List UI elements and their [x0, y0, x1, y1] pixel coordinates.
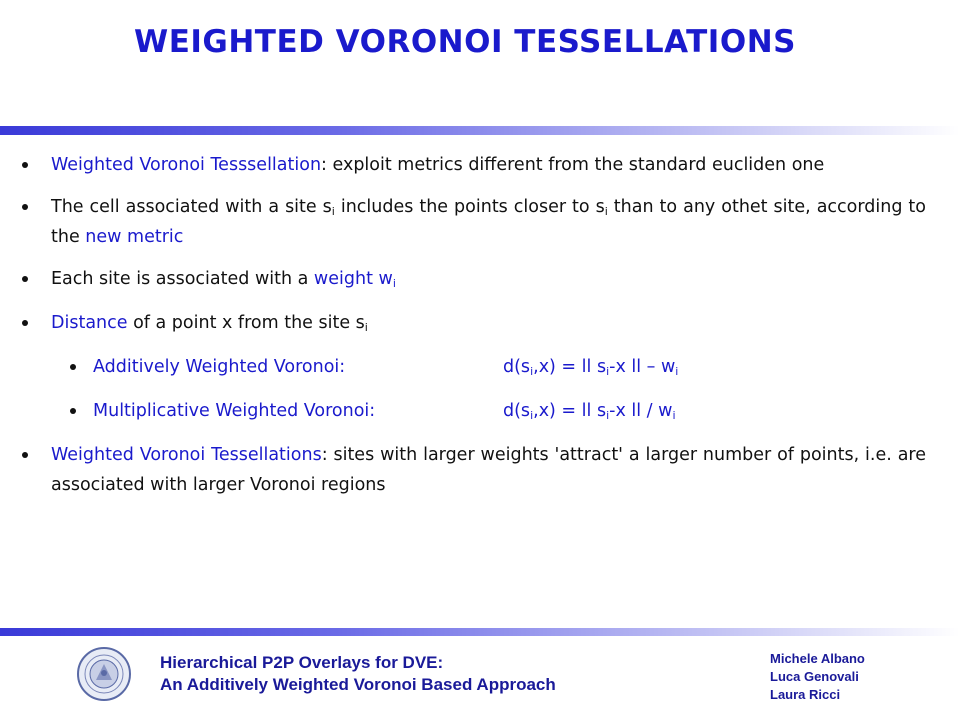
footer-title-line-1: Hierarchical P2P Overlays for DVE: [160, 653, 444, 672]
university-seal-icon [76, 646, 132, 702]
multiplicative-weighted-formula: $d(s_i,x)$ = ll $s_i-x$ ll / $w_i$ [503, 401, 676, 422]
slide-title: WEIGHTED VORONOI TESSELLATIONS [134, 24, 796, 60]
additively-weighted-label: Additively Weighted Voronoi: [93, 357, 346, 377]
bullet-text: : exploit metrics different from the standard eucliden one [321, 155, 825, 175]
bullet-cell-association [20, 192, 926, 252]
author-name: Luca Genovali [770, 669, 859, 684]
sub-bullet-additively-weighted [20, 352, 926, 382]
bullet-text: of a point x from the site s [127, 313, 365, 333]
top-rule [0, 126, 960, 135]
bullet-dot-icon [22, 204, 28, 210]
bullet-list [20, 150, 926, 500]
subscript: i [392, 277, 396, 290]
footer-presentation-title [160, 652, 556, 696]
subscript: i [364, 321, 368, 334]
bullet-weighted-voronoi-definition [20, 150, 926, 180]
author-name: Michele Albano [770, 651, 865, 666]
footer-title-line-2: An Additively Weighted Voronoi Based Approach [160, 675, 556, 694]
term-distance: Distance [51, 313, 128, 333]
bullet-dot-icon [70, 364, 76, 370]
bullet-dot-icon [22, 276, 28, 282]
bullet-text: includes the points closer to s [334, 197, 605, 217]
term-weight: weight $w_i$ [313, 269, 396, 290]
footer-authors [770, 650, 865, 704]
bullet-text: The cell associated with a site s [51, 197, 332, 217]
bullet-dot-icon [22, 452, 28, 458]
term-weighted-voronoi-tesssellation: Weighted Voronoi Tesssellation [51, 155, 322, 175]
bullet-dot-icon [22, 320, 28, 326]
bullet-distance [20, 308, 926, 338]
term-weighted-voronoi-tessellations: Weighted Voronoi Tessellations [51, 445, 322, 465]
subscript: i [331, 205, 335, 218]
bullet-text: Each site is associated with a [51, 269, 314, 289]
bullet-dot-icon [22, 162, 28, 168]
multiplicative-weighted-label: Multiplicative Weighted Voronoi: [93, 401, 376, 421]
term-new-metric: new metric [85, 227, 184, 247]
bullet-text: than to any othet site, according to the [51, 197, 926, 247]
bullet-text: : sites with larger weights 'attract' a larger number of points, i.e. are associated with larger Voronoi regions [51, 445, 926, 495]
bullet-site-weight [20, 264, 926, 294]
additively-weighted-formula: $d(s_i,x)$ = ll $s_i-x$ ll – $w_i$ [503, 357, 679, 378]
bullet-tessellations-weights [20, 440, 926, 500]
subscript: i [604, 205, 608, 218]
author-name: Laura Ricci [770, 687, 841, 702]
bullet-dot-icon [70, 408, 76, 414]
bottom-rule [0, 628, 960, 636]
sub-bullet-multiplicative-weighted [20, 396, 926, 426]
